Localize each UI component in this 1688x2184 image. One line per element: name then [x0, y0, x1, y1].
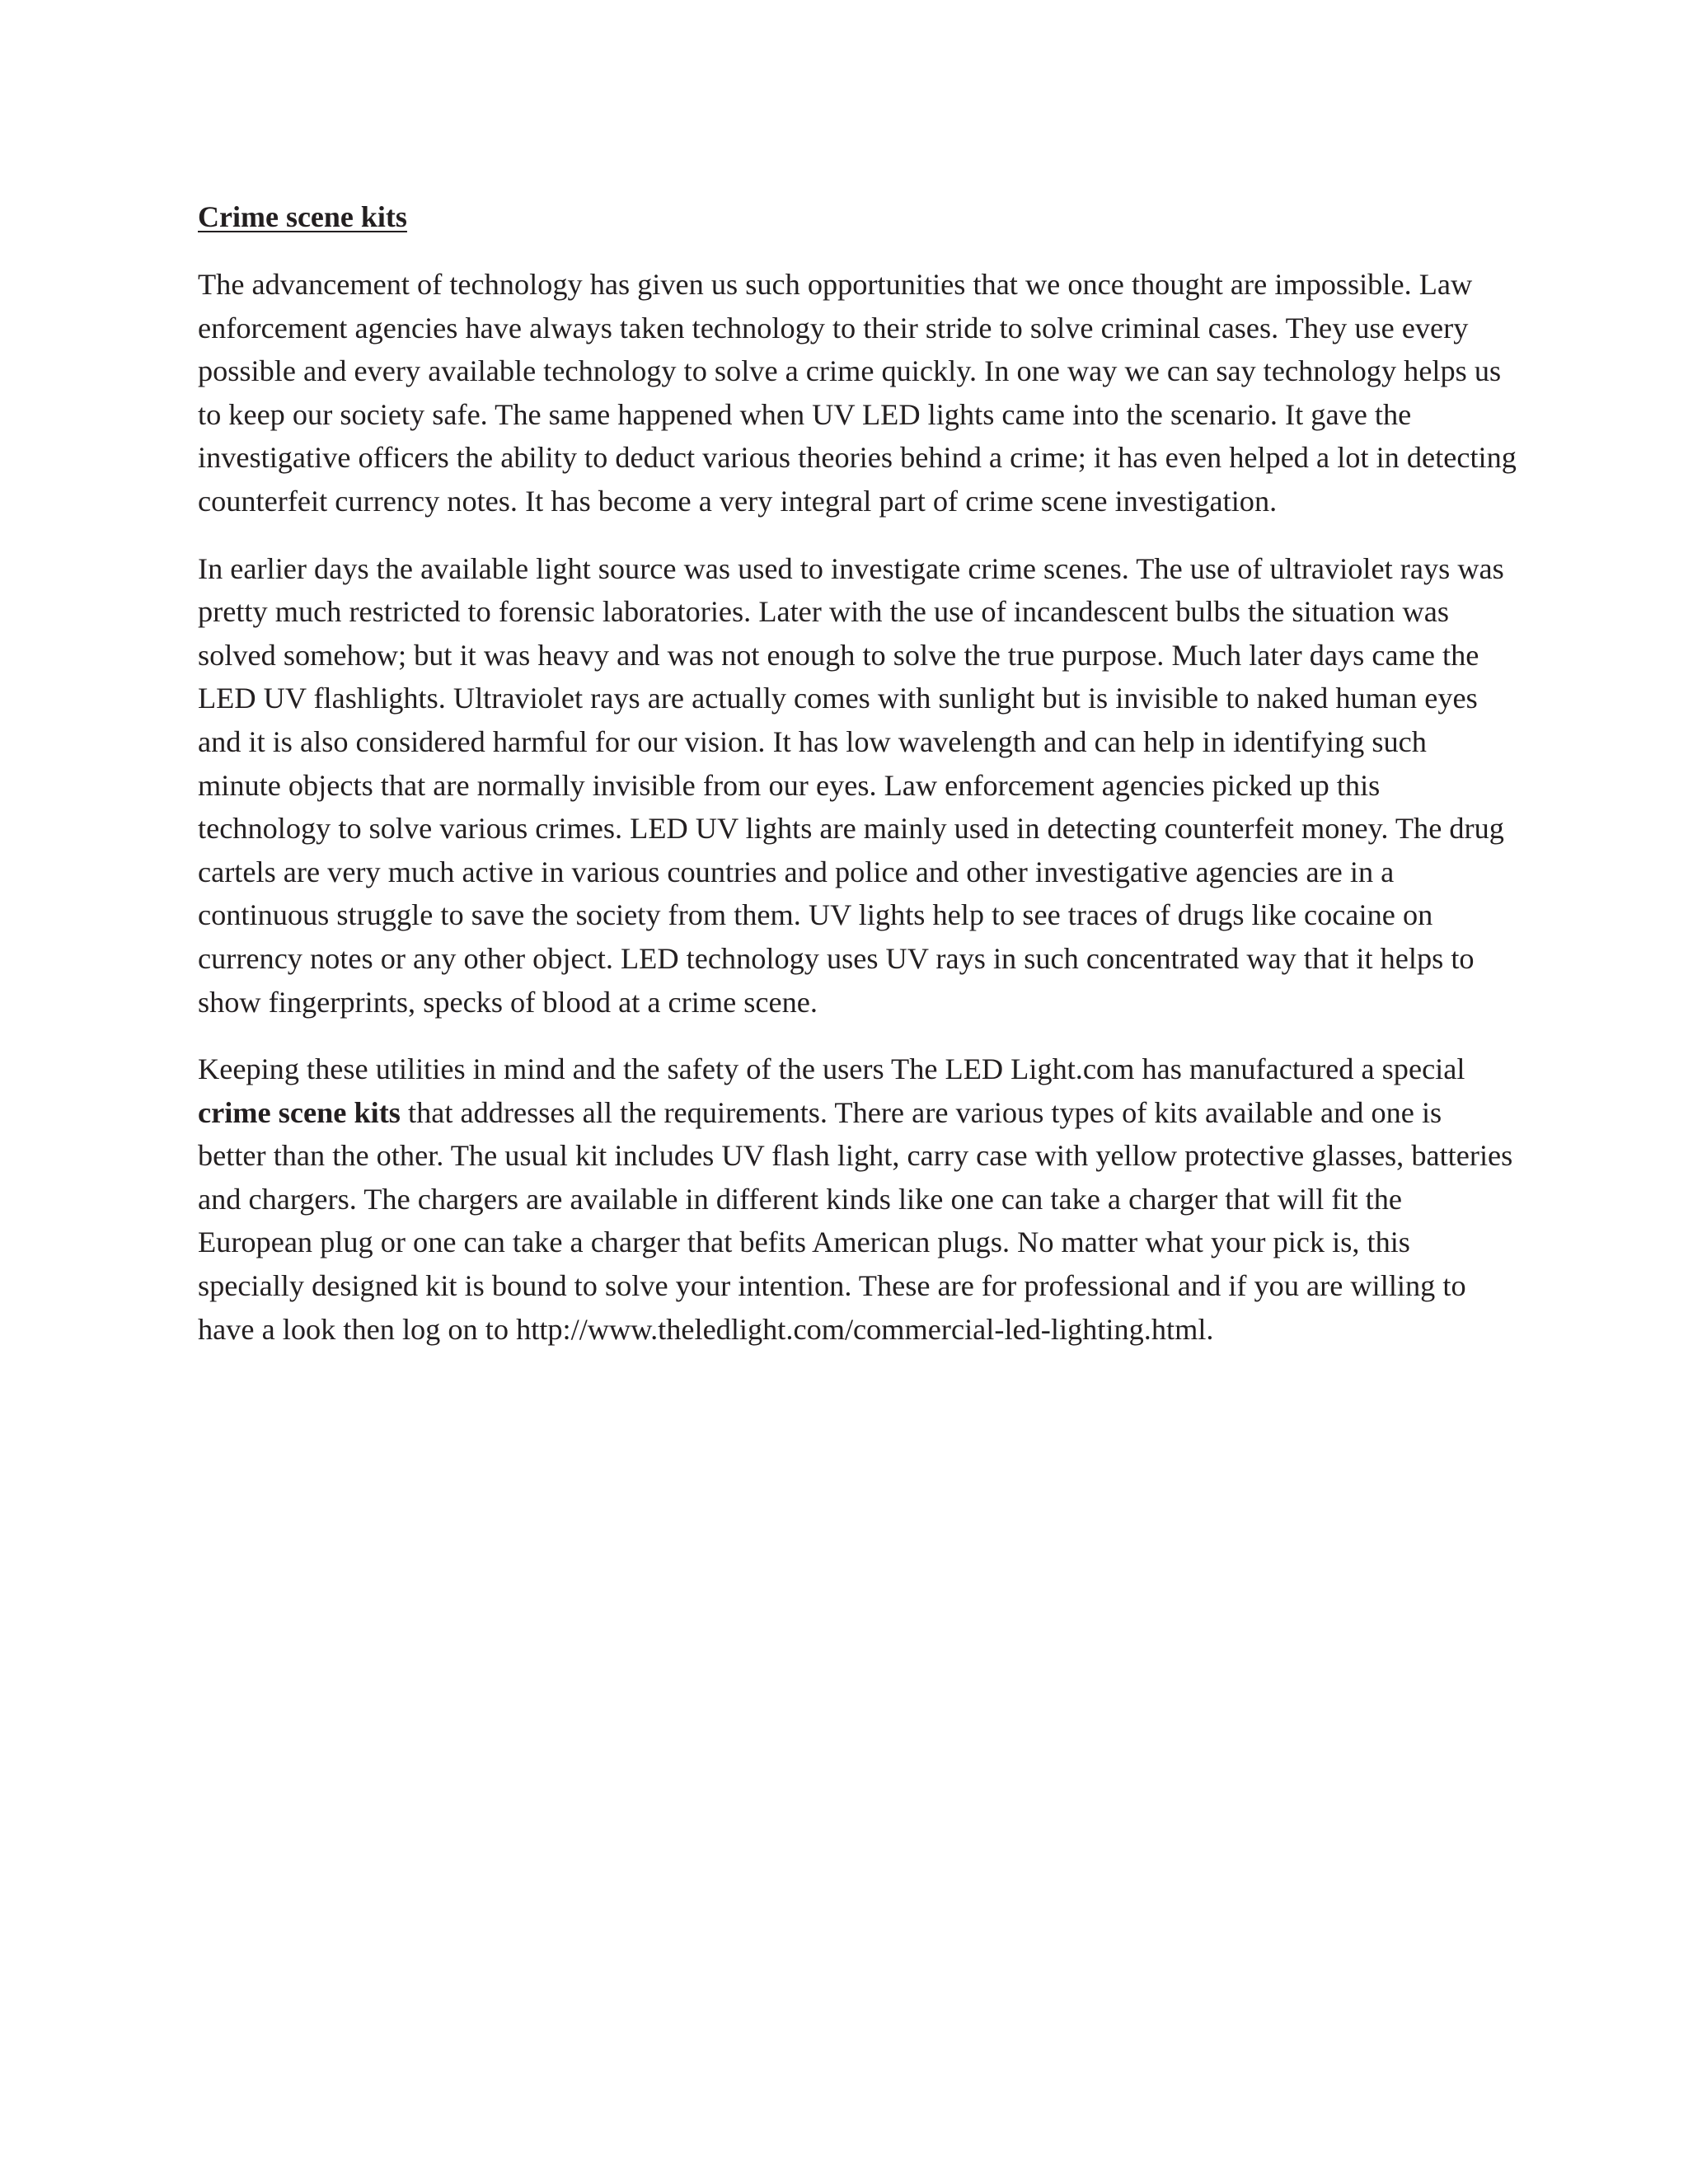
paragraph-product: [198, 1047, 1517, 1351]
paragraph-intro: The advancement of technology has given us such opportunities that we once thought are impossible. Law enforcement agencies have always taken technology to their stride to solve criminal cases. They use every possible and every available technology to solve a crime quickly. In one way we can say technology helps us to keep our society safe. The same happened when UV LED lights came into the scenario. It gave the investigative officers the ability to deduct various theories behind a crime; it has even helped a lot in detecting counterfeit currency notes. It has become a very integral part of crime scene investigation.: [198, 268, 1517, 518]
product-name-bold: crime scene kits: [198, 1095, 401, 1129]
document-title: Crime scene kits: [198, 200, 407, 233]
paragraph-product-text-start: Keeping these utilities in mind and the safety of the users The LED Light.com has manufactured a special: [198, 1052, 1465, 1086]
paragraph-product-text-end: that addresses all the requirements. There are various types of kits available and one is better than the other. The usual kit includes UV flash light, carry case with yellow protective glasses, batteries and chargers. The chargers are available in different kinds like one can take a charger that will fit the European plug or one can take a charger that befits American plugs. No matter what your pick is, this specially designed kit is bound to solve your intention. These are for professional and if you are willing to have a look then log on to http://www.theledlight.com/commercial-led-lighting.html.: [198, 1095, 1513, 1346]
paragraph-history: In earlier days the available light source was used to investigate crime scenes. The use of ultraviolet rays was pretty much restricted to forensic laboratories. Later with the use of incandescent bulbs the situation was solved somehow; but it was heavy and was not enough to solve the true purpose. Much later days came the LED UV flashlights. Ultraviolet rays are actually comes with sunlight but is invisible to naked human eyes and it is also considered harmful for our vision. It has low wavelength and can help in identifying such minute objects that are normally invisible from our eyes. Law enforcement agencies picked up this technology to solve various crimes. LED UV lights are mainly used in detecting counterfeit money. The drug cartels are very much active in various countries and police and other investigative agencies are in a continuous struggle to save the society from them. UV lights help to see traces of drugs like cocaine on currency notes or any other object. LED technology uses UV rays in such concentrated way that it helps to show fingerprints, specks of blood at a crime scene.: [198, 551, 1504, 1019]
document-body: [198, 195, 1517, 1375]
